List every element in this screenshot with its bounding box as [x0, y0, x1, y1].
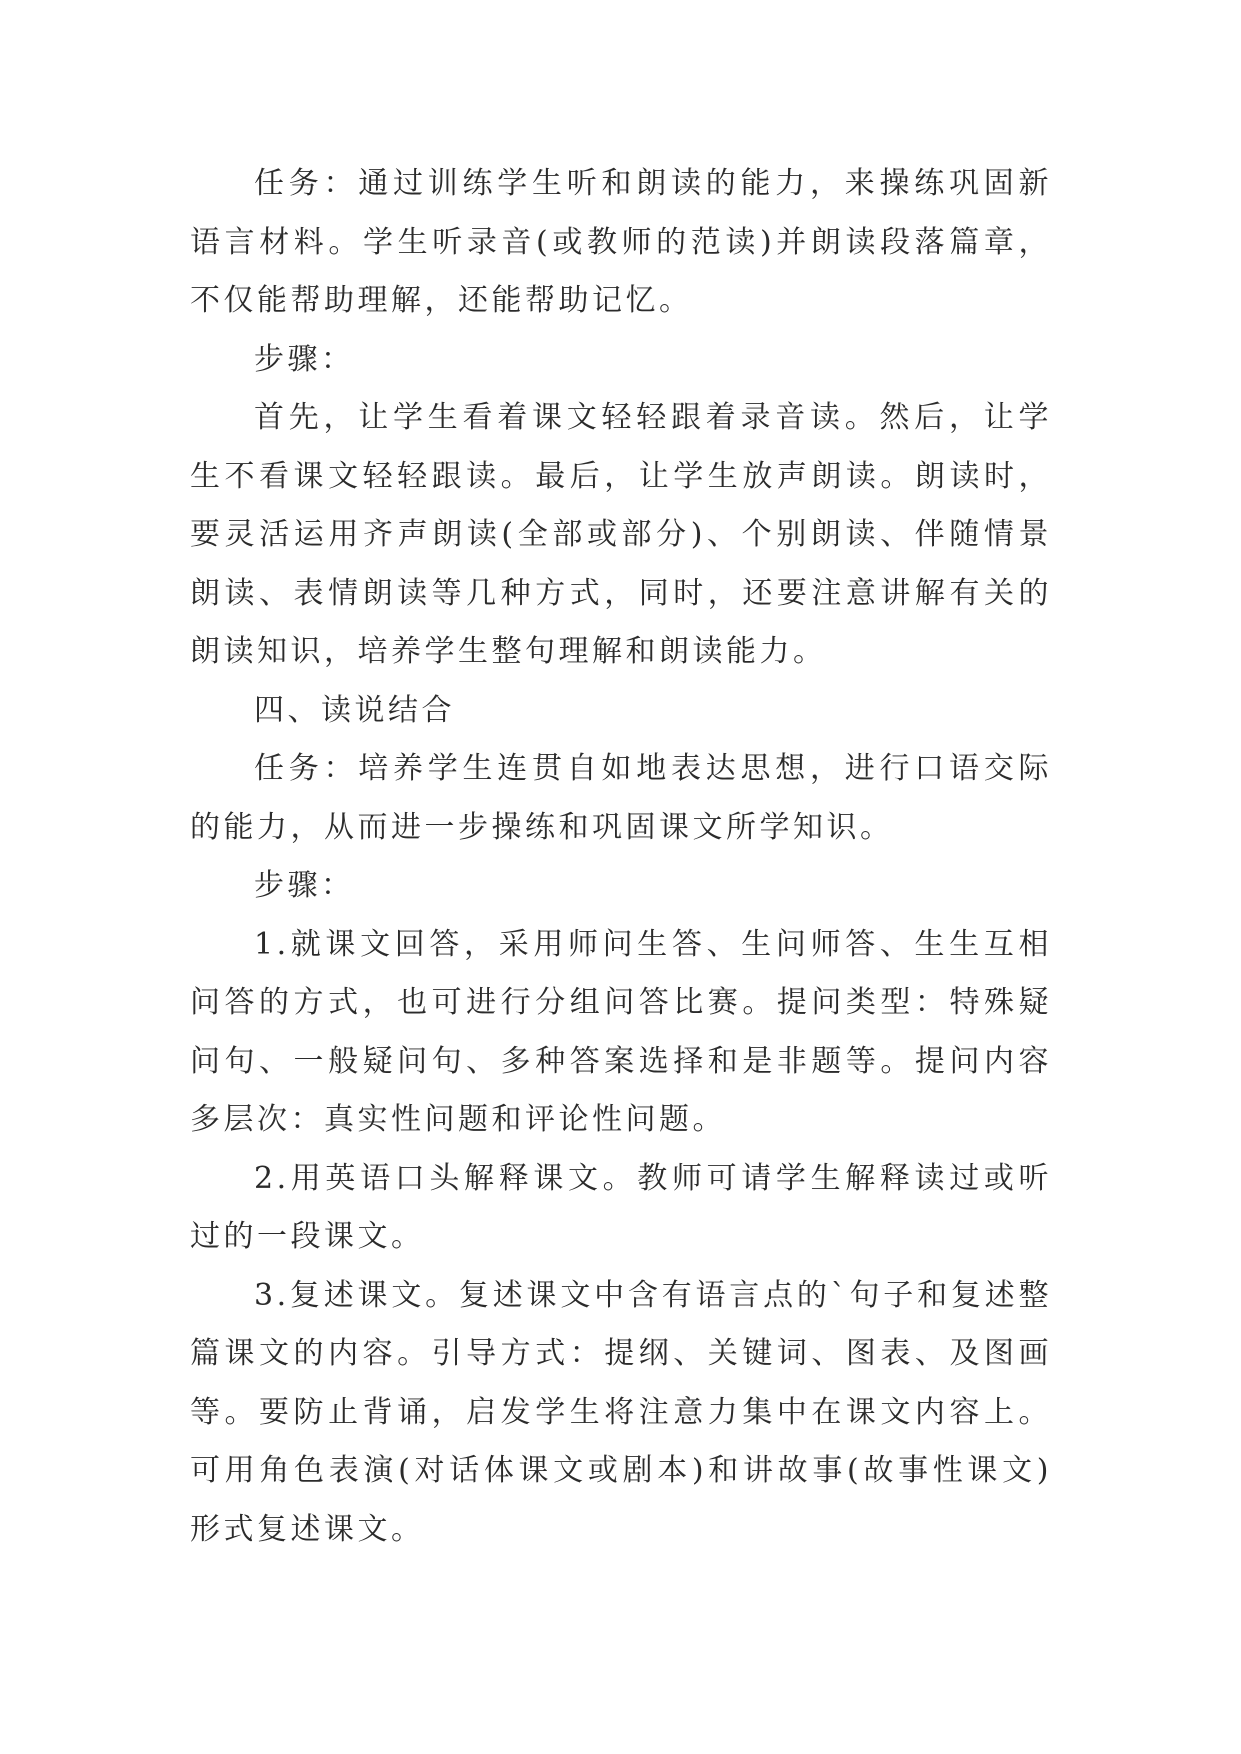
paragraph-task-listening: 任务：通过训练学生听和朗读的能力，来操练巩固新语言材料。学生听录音(或教师的范读)并朗读段落篇章，不仅能帮助理解，还能帮助记忆。 [190, 166, 1052, 318]
document-body [190, 155, 1052, 1559]
paragraph-step-3: 3.复述课文。复述课文中含有语言点的`句子和复述整篇课文的内容。引导方式：提纲、关键词、图表、及图画等。要防止背诵，启发学生将注意力集中在课文内容上。可用角色表演(对话体课文或剧本)和讲故事(故事性课文)形式复述课文。 [190, 1277, 1052, 1547]
paragraph-steps-heading-1: 步骤： [254, 341, 355, 377]
paragraph-steps-heading-2: 步骤： [254, 868, 355, 903]
paragraph-steps-reading: 首先，让学生看着课文轻轻跟着录音读。然后，让学生不看课文轻轻跟读。最后，让学生放声朗读。朗读时，要灵活运用齐声朗读(全部或部分)、个别朗读、伴随情景朗读、表情朗读等几种方式，同时，还要注意讲解有关的朗读知识，培养学生整句理解和朗读能力。 [190, 400, 1052, 669]
paragraph-step-1: 1.就课文回答，采用师问生答、生问师答、生生互相问答的方式，也可进行分组问答比赛。提问类型：特殊疑问句、一般疑问句、多种答案选择和是非题等。提问内容多层次：真实性问题和评论性问题。 [190, 926, 1052, 1137]
paragraph-task-speaking: 任务：培养学生连贯自如地表达思想，进行口语交际的能力，从而进一步操练和巩固课文所学知识。 [190, 751, 1052, 845]
paragraph-step-2: 2.用英语口头解释课文。教师可请学生解释读过或听过的一段课文。 [190, 1160, 1052, 1254]
section-heading-read-speak: 四、读说结合 [254, 692, 455, 728]
